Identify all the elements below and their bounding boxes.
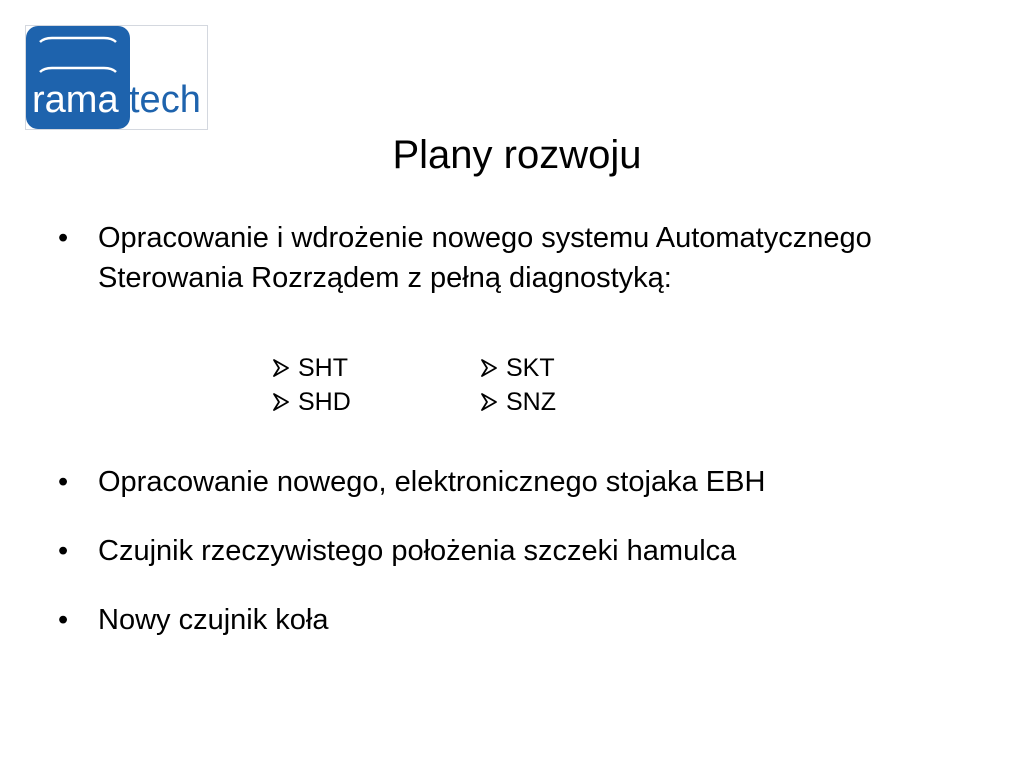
arrow-bullet-icon	[270, 392, 296, 412]
logo-text-tech: tech	[129, 79, 201, 121]
sub-item-label: SHT	[298, 354, 348, 382]
bullet-text: Opracowanie nowego, elektronicznego stojaka EBH	[98, 466, 766, 498]
ramatech-logo	[25, 25, 208, 130]
logo-graphic	[26, 26, 207, 129]
arrow-bullet-icon	[478, 358, 504, 378]
sub-item-label: SHD	[298, 388, 351, 416]
sub-item-sht	[270, 352, 348, 384]
bullet-item-wheel-sensor	[58, 600, 958, 640]
sub-item-shd	[270, 386, 351, 418]
bullet-text: Opracowanie i wdrożenie nowego systemu Automatycznego Sterowania Rozrządem z pełną diagnostyką:	[98, 222, 872, 294]
sub-item-label: SKT	[506, 354, 555, 382]
slide-title: Plany rozwoju	[392, 133, 642, 177]
arrow-bullet-icon	[270, 358, 296, 378]
bullet-item-ebh-stand	[58, 462, 958, 502]
bullet-item-new-control-system	[58, 218, 958, 298]
bullet-item-brake-sensor	[58, 531, 958, 571]
sub-item-label: SNZ	[506, 388, 556, 416]
bullet-dot-icon: •	[58, 466, 69, 498]
arrow-bullet-icon	[478, 392, 504, 412]
sub-item-skt	[478, 352, 555, 384]
bullet-dot-icon: •	[58, 222, 69, 254]
bullet-text: Nowy czujnik koła	[98, 604, 329, 636]
logo-text-rama: rama	[32, 79, 119, 121]
bullet-dot-icon: •	[58, 604, 69, 636]
sub-item-snz	[478, 386, 556, 418]
bullet-text: Czujnik rzeczywistego położenia szczeki hamulca	[98, 535, 737, 567]
bullet-dot-icon: •	[58, 535, 69, 567]
